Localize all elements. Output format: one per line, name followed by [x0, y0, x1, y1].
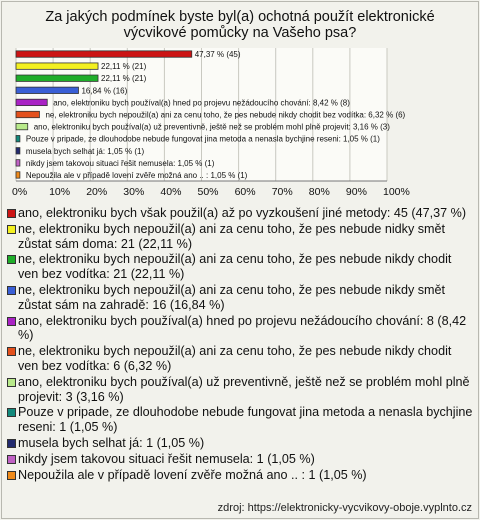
legend-swatch [7, 286, 16, 295]
legend-text: ano, elektroniku bych však použil(a) až po vyzkoušení jiné metody: 45 (47,37 %) [18, 206, 467, 220]
legend-item [4, 452, 474, 467]
legend-item [4, 405, 474, 435]
x-tick-label: 30% [123, 186, 145, 198]
chart-legend [4, 206, 474, 483]
x-tick-label: 0% [12, 186, 28, 198]
legend-item [4, 344, 474, 374]
x-tick-label: 10% [49, 186, 71, 198]
bar-chart [0, 0, 480, 200]
legend-swatch [7, 439, 16, 448]
bar [16, 51, 192, 57]
bar [16, 99, 47, 105]
bar-label: musela bych selhat já: 1,05 % (1) [25, 146, 145, 156]
legend-text: ano, elektroniku bych používal(a) hned po projevu nežádoucího chování: 8 (8,42 %) [18, 313, 467, 343]
legend-item [4, 436, 474, 451]
bar [16, 63, 98, 69]
x-tick-label: 50% [197, 186, 219, 198]
bar-label: ano, elektroniku bych používal(a) už preventivně, ještě než se problém mohl plně projevit: 3,16 % (3) [33, 122, 390, 132]
bar-label: ano, elektroniku bych používal(a) hned po projevu nežádoucího chování: 8,42 % (8) [53, 98, 350, 108]
bar [16, 160, 20, 166]
bar [16, 111, 39, 117]
bar [16, 87, 78, 93]
legend-text: ne, elektroniku bych nepoužil(a) ani za cenu toho, že pes nebude nikdy chodit ven bez vodítka: 21 (22,11 %) [18, 252, 452, 282]
source-credit: zdroj: https://elektronicky-vycvikovy-oboje.vyplnto.cz [217, 502, 472, 514]
bar-value-label: 22,11 % (21) [101, 74, 147, 84]
chart-title-line-2: výcvikové pomůcky na Vašeho psa? [123, 25, 357, 41]
bar [16, 75, 98, 81]
x-tick-label: 100% [383, 186, 410, 198]
legend-item [4, 375, 474, 405]
bar-value-label: 47,37 % (45) [194, 50, 241, 60]
legend-swatch [7, 455, 16, 464]
chart-title-line-1: Za jakých podmínek byste byl(a) ochotná použít elektronické [45, 9, 435, 25]
legend-swatch [7, 317, 16, 326]
x-tick-label: 90% [345, 186, 367, 198]
bar-label: Nepoužila ale v případě lovení zvěře možná ano .. : 1,05 % (1) [25, 170, 248, 180]
legend-swatch [7, 225, 16, 234]
legend-text: nikdy jsem takovou situaci řešit nemusela: 1 (1,05 %) [18, 451, 315, 466]
legend-text: Nepoužila ale v případě lovení zvěře možná ano .. : 1 (1,05 %) [18, 467, 367, 482]
legend-text: ano, elektroniku bych používal(a) už preventivně, ještě než se problém mohl plně projevit: 3 (3,16 %) [18, 374, 470, 404]
bar [16, 148, 20, 154]
legend-item [4, 252, 474, 282]
bar [16, 123, 28, 129]
legend-swatch [7, 347, 16, 356]
x-tick-label: 60% [234, 186, 256, 198]
legend-swatch [7, 471, 16, 480]
legend-swatch [7, 378, 16, 387]
legend-item [4, 206, 474, 221]
legend-text: ne, elektroniku bych nepoužil(a) ani za cenu toho, že pes nebude nikdy smět zůstat sám na zahradě: 16 (16,84 %) [18, 282, 446, 312]
bar [16, 172, 20, 178]
legend-swatch [7, 408, 16, 417]
legend-text: ne, elektroniku bych nepoužil(a) ani za cenu toho, že pes nebude nikdy chodit ven bez vodítka: 6 (6,32 %) [18, 344, 452, 373]
bar-label: nikdy jsem takovou situaci řešit nemusela: 1,05 % (1) [25, 158, 215, 168]
legend-text: Pouze v pripade, ze dlouhodobe nebude fungovat jina metoda a nenasla bychjine reseni: 1 (1,05 %) [18, 405, 473, 435]
x-tick-label: 80% [308, 186, 330, 198]
legend-text: musela bych selhat já: 1 (1,05 %) [18, 435, 205, 450]
x-tick-label: 70% [271, 186, 293, 198]
legend-swatch [7, 255, 16, 264]
x-tick-label: 20% [86, 186, 108, 198]
legend-item [4, 222, 474, 252]
legend-swatch [7, 209, 16, 218]
x-tick-label: 40% [160, 186, 182, 198]
legend-item [4, 283, 474, 313]
legend-item [4, 468, 474, 483]
bar-value-label: 16,84 % (16) [81, 86, 128, 96]
bar-value-label: 22,11 % (21) [101, 62, 147, 72]
legend-item [4, 314, 474, 344]
bar [16, 135, 20, 141]
legend-text: ne, elektroniku bych nepoužil(a) ani za cenu toho, že pes nebude nidky smět zůstat sám doma: 21 (22,11 %) [18, 221, 446, 251]
bar-label: Pouze v pripade, ze dlouhodobe nebude fungovat jina metoda a nenasla bychjine reseni: 1,05 % (1) [25, 134, 380, 144]
bar-label: ne, elektroniku bych nepoužil(a) ani za cenu toho, že pes nebude nikdy chodit bez vodítka: 6,32 % (6) [45, 110, 406, 120]
